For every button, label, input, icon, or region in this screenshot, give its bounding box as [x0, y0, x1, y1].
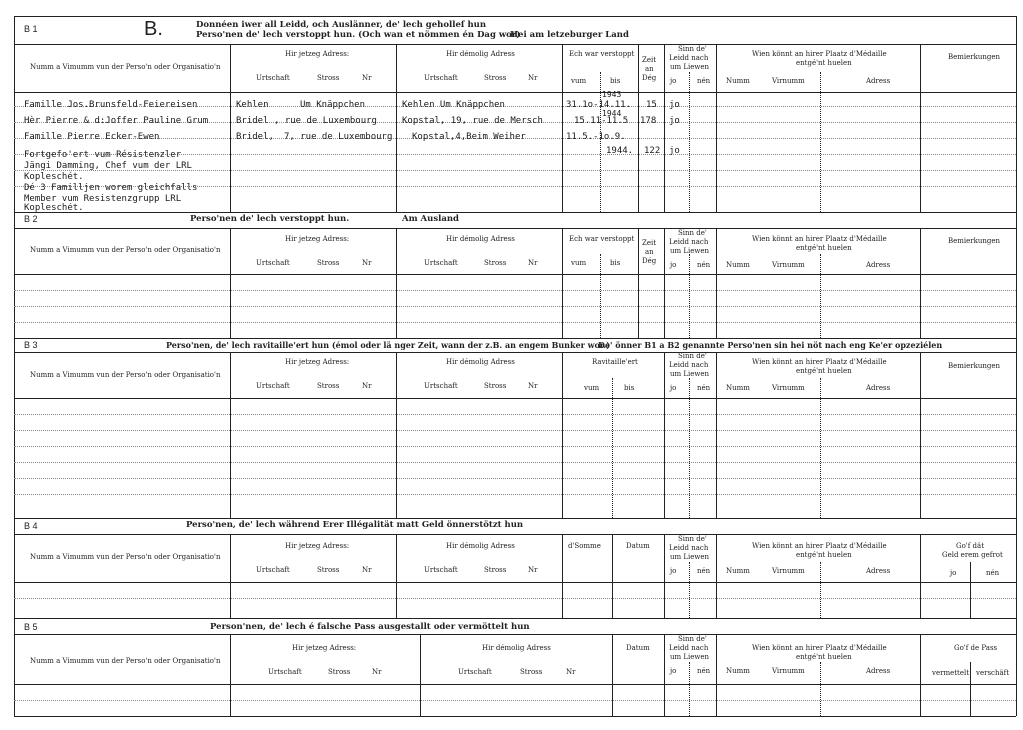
note-line: Fortgefo'ert vum Résistenzler: [24, 150, 182, 160]
b5-vline-dotted: [820, 662, 821, 716]
b4-vline: [562, 534, 563, 618]
stross-label: Stross: [317, 382, 340, 390]
b3-bottom: [14, 518, 1016, 519]
b2-top-line: [14, 228, 1016, 229]
name-col-label: Numm a Vimumm vun der Perso'n oder Organisatio'n: [30, 371, 221, 379]
dotted-row: [14, 322, 1016, 323]
b4-vline-dotted: [820, 562, 821, 618]
remarks-label: Bemierkungen: [948, 237, 1001, 245]
dotted-row: [14, 306, 1016, 307]
ortschaft-label: Urtschaft: [256, 259, 290, 267]
datum-label: Datum: [626, 644, 650, 652]
b5-vline: [970, 662, 971, 716]
b3-top-line: [14, 352, 1016, 353]
b4-vline: [230, 534, 231, 618]
jo-label: jo: [670, 667, 677, 675]
ravitaille-label: Ravitaille'ert: [592, 358, 638, 366]
hidden-label: Ech war verstoppt: [569, 235, 635, 243]
nr-label: Nr: [362, 74, 372, 82]
b2-bottom: [14, 338, 1016, 339]
header-line-2: Perso'nen de' lech verstoppt hun. (Och wan et nömmen én Dag wor): [196, 30, 521, 40]
entry-cur-place: Kehlen: [236, 100, 269, 110]
alive-label-1: Sinn de': [678, 45, 707, 53]
medal-label-1: Wien könnt an hirer Plaatz d'Médaille: [752, 542, 887, 550]
name-col-label: Numm a Vimumm vun der Perso'n oder Organisatio'n: [30, 63, 221, 71]
vimumm-label: Virnumm: [772, 567, 805, 575]
jo-label: jo: [670, 261, 677, 269]
alive-label-3: um Liewen: [670, 247, 710, 255]
stross-label: Stross: [317, 259, 340, 267]
remarks-label: Bemierkungen: [948, 362, 1001, 370]
b4-vline: [612, 534, 613, 618]
b5-bottom: [14, 716, 1016, 717]
b3-vline-dotted: [820, 378, 821, 518]
adress-label: Adress: [866, 667, 891, 675]
note-line: Kopleschét.: [24, 203, 84, 212]
dotted-row: [14, 478, 1016, 479]
section-code-b2: B 2: [24, 214, 38, 224]
b2-header-bottom: [14, 274, 1016, 275]
b2-vline-dotted: [820, 254, 821, 338]
top-border: [14, 16, 1016, 17]
section-code-b1: B 1: [24, 24, 38, 34]
b2-title-2: Am Ausland: [402, 214, 459, 224]
section-letter: B.: [144, 18, 163, 40]
an-label: an: [645, 248, 654, 256]
b4-bottom: [14, 618, 1016, 619]
b2-title: Perso'nen de' lech verstoppt hun.: [190, 214, 350, 224]
medal-label-2: entgé'nt huelen: [796, 367, 852, 375]
stross-label: Stross: [328, 668, 351, 676]
entry-cur-street: Um Knäppchen: [300, 100, 366, 110]
bis-label: bis: [624, 384, 635, 392]
alive-label-1: Sinn de': [678, 352, 707, 360]
numm-label: Numm: [726, 261, 750, 269]
vum-label: vum: [571, 77, 587, 85]
medal-label-1: Wien könnt an hirer Plaatz d'Médaille: [752, 235, 887, 243]
stross-label: Stross: [317, 566, 340, 574]
prev-addr-label: Hir démolig Adress: [446, 235, 515, 243]
b5-vline: [420, 634, 421, 716]
b1-header-bottom: [14, 92, 1016, 93]
medal-label-2: entgé'nt huelen: [796, 244, 852, 252]
geld-label-1: Go'f dät: [956, 542, 985, 550]
b5-title: Person'nen, de' lech é falsche Pass ausgestallt oder vermöttelt hun: [210, 622, 530, 632]
stross-label: Stross: [484, 382, 507, 390]
entry-prev: Kopstal,4,Beim Weiher: [412, 132, 526, 142]
entry-dates: 31.1o-14.11.: [566, 100, 632, 110]
cur-addr-label: Hir jetzeg Adress:: [285, 50, 350, 58]
nr-label: Nr: [362, 259, 372, 267]
b4-vline-dotted: [689, 562, 690, 618]
vimumm-label: Virnumm: [772, 77, 805, 85]
section-code-b5: B 5: [24, 622, 38, 632]
adress-label: Adress: [866, 77, 891, 85]
adress-label: Adress: [866, 261, 891, 269]
remarks-label: Bemierkungen: [948, 53, 1001, 61]
adress-label: Adress: [866, 384, 891, 392]
nen-label: nén: [986, 569, 1000, 577]
stross-label: Stross: [484, 74, 507, 82]
year-note: 1944: [602, 109, 622, 118]
b5-header-bottom: [14, 684, 1016, 685]
b5-vline: [716, 634, 717, 716]
stross-label: Stross: [520, 668, 543, 676]
entry-name: Famille Jos.Brunsfeld-Feiereisen: [24, 100, 198, 110]
note-line: Kopleschét.: [24, 172, 84, 182]
nr-label: Nr: [528, 382, 538, 390]
prev-addr-label: Hir démolig Adress: [446, 358, 515, 366]
ortschaft-label: Urtschaft: [256, 74, 290, 82]
entry-name: Famille Pierre Ecker-Ewen: [24, 132, 160, 142]
geld-label-2: Geld erem gefrot: [942, 551, 1003, 559]
b5-vline: [664, 634, 665, 716]
nr-label: Nr: [528, 259, 538, 267]
b4-vline: [396, 534, 397, 618]
b4-top-line: [14, 534, 1016, 535]
jo-label: jo: [670, 77, 677, 85]
stross-label: Stross: [484, 259, 507, 267]
dotted-row: [14, 598, 1016, 599]
entry-cur-street: 7, rue de Luxembourg: [284, 132, 393, 142]
alive-label-2: Leidd nach: [669, 644, 709, 652]
numm-label: Numm: [726, 77, 750, 85]
nr-label: Nr: [566, 668, 576, 676]
deg-label: Dég: [642, 74, 657, 82]
nr-label: Nr: [372, 668, 382, 676]
b4-vline: [920, 534, 921, 618]
vum-label: vum: [571, 259, 587, 267]
b1-vline-dotted: [689, 72, 690, 212]
b1-bottom: [14, 212, 1016, 213]
nr-label: Nr: [362, 382, 372, 390]
alive-label-3: um Liewen: [670, 553, 710, 561]
b3-title-2: De' önner B1 a B2 genannte Perso'nen sin hei nöt nach eng Ke'er opzeziélen: [598, 340, 943, 350]
b1-vline-dotted: [820, 72, 821, 212]
ortschaft-label: Urtschaft: [424, 566, 458, 574]
adress-label: Adress: [866, 567, 891, 575]
alive-label-3: um Liewen: [670, 370, 710, 378]
name-col-label: Numm a Vimumm vun der Perso'n oder Organisatio'n: [30, 246, 221, 254]
b4-vline: [970, 562, 971, 618]
name-col-label: Numm a Vimumm vun der Perso'n oder Organisatio'n: [30, 657, 221, 665]
left-border: [14, 16, 15, 716]
medal-label-2: entgé'nt huelen: [796, 59, 852, 67]
prev-addr-label: Hir démolig Adress: [446, 542, 515, 550]
entry-alive: jo: [669, 146, 680, 156]
right-border: [1016, 16, 1017, 716]
cur-addr-label: Hir jetzeg Adress:: [285, 542, 350, 550]
entry-days: 122: [644, 146, 661, 156]
ortschaft-label: Urtschaft: [268, 668, 302, 676]
b5-top-line: [14, 634, 1016, 635]
entry-cur-place: Bridel: [236, 116, 269, 126]
entry-alive: jo: [669, 116, 680, 126]
b2-vline-dotted: [689, 254, 690, 338]
jo-label: jo: [950, 569, 957, 577]
b3-title: Perso'nen, de' lech ravitaille'ert hun (émol oder lä nger Zeit, wann der z.B. an engem Bunker wor.): [166, 340, 610, 350]
nen-label: nén: [697, 667, 711, 675]
alive-label-1: Sinn de': [678, 229, 707, 237]
datum-label: Datum: [626, 542, 650, 550]
medal-label-1: Wien könnt an hirer Plaatz d'Médaille: [752, 358, 887, 366]
vum-label: vum: [584, 384, 600, 392]
bis-label: bis: [610, 259, 621, 267]
dotted-row: [14, 700, 1016, 701]
year-note: 1944.: [606, 146, 634, 156]
nen-label: nén: [697, 77, 711, 85]
dotted-row: [14, 290, 1016, 291]
b5-vline: [920, 634, 921, 716]
header-line-2b: Hei am letzeburger Land: [510, 30, 629, 40]
dotted-row: [14, 494, 1016, 495]
ortschaft-label: Urtschaft: [458, 668, 492, 676]
medal-label-1: Wien könnt an hirer Plaatz d'Médaille: [752, 644, 887, 652]
bis-label: bis: [610, 77, 621, 85]
alive-label-1: Sinn de': [678, 535, 707, 543]
entry-dates: 15.11-11.5: [574, 116, 629, 126]
ortschaft-label: Urtschaft: [424, 74, 458, 82]
entry-days: 15: [646, 100, 657, 110]
nen-label: nén: [697, 384, 711, 392]
verschaft-label: verschäft: [976, 669, 1010, 677]
header-line-1: Donnéen iwer all Leidd, och Auslänner, de' lech geholleſ hun: [196, 20, 487, 30]
numm-label: Numm: [726, 667, 750, 675]
an-label: an: [645, 65, 654, 73]
entry-name: Hèr Pierre & d:Joffer Pauline Grum: [24, 116, 209, 126]
entry-cur-street: , rue de Luxembourg: [274, 116, 377, 126]
vimumm-label: Virnumm: [772, 384, 805, 392]
dotted-row: [14, 462, 1016, 463]
b4-title: Perso'nen, de' lech während Erer Illégalität matt Geld önnerstötzt hun: [186, 520, 524, 530]
alive-label-3: um Liewen: [670, 653, 710, 661]
note-line: Member vum Resistenzgrupp LRL: [24, 194, 182, 204]
alive-label-2: Leidd nach: [669, 544, 709, 552]
stross-label: Stross: [484, 566, 507, 574]
stross-label: Stross: [317, 74, 340, 82]
b1-top-line: [14, 44, 1016, 45]
zeit-label: Zeit: [642, 239, 657, 247]
vermettelt-label: vermettelt: [932, 669, 970, 677]
numm-label: Numm: [726, 384, 750, 392]
jo-label: jo: [670, 384, 677, 392]
nr-label: Nr: [528, 74, 538, 82]
entry-dates: 11.5.-1o.9.: [566, 132, 626, 142]
year-note: 1943: [602, 90, 622, 99]
alive-label-2: Leidd nach: [669, 238, 709, 246]
nr-label: Nr: [362, 566, 372, 574]
ortschaft-label: Urtschaft: [256, 382, 290, 390]
note-line: Dé 3 Familljen worem gleichfalls: [24, 183, 198, 193]
prev-addr-label: Hir démolig Adress: [446, 50, 515, 58]
note-line: Jängi Damming, Chef vum der LRL: [24, 161, 192, 171]
zeit-label: Zeit: [642, 56, 657, 64]
entry-prev: Kehlen Um Knäppchen: [402, 100, 505, 110]
section-code-b4: B 4: [24, 521, 38, 531]
ortschaft-label: Urtschaft: [424, 382, 458, 390]
alive-label-1: Sinn de': [678, 635, 707, 643]
b4-vline: [716, 534, 717, 618]
ortschaft-label: Urtschaft: [424, 259, 458, 267]
b3-vline-dotted: [689, 378, 690, 518]
alive-label-3: um Liewen: [670, 63, 710, 71]
name-col-label: Numm a Vimumm vun der Perso'n oder Organisatio'n: [30, 553, 221, 561]
nen-label: nén: [697, 261, 711, 269]
dotted-row: [14, 446, 1016, 447]
b3-vline-dotted: [612, 378, 613, 518]
entry-prev: Kopstal, 19, rue de Mersch: [402, 116, 543, 126]
nen-label: nén: [697, 567, 711, 575]
b5-vline: [612, 634, 613, 716]
deg-label: Dég: [642, 257, 657, 265]
cur-addr-label: Hir jetzeg Adress:: [285, 358, 350, 366]
cur-addr-label: Hir jetzeg Adress:: [285, 235, 350, 243]
medal-label-1: Wien könnt an hirer Plaatz d'Médaille: [752, 50, 887, 58]
medal-label-2: entgé'nt huelen: [796, 653, 852, 661]
entry-cur-place: Bridel,: [236, 132, 274, 142]
somme-label: d'Somme: [568, 542, 601, 550]
section-code-b3: B 3: [24, 340, 38, 350]
b5-vline-dotted: [689, 662, 690, 716]
entry-days: 178: [640, 116, 657, 126]
pass-label: Go'f de Pass: [954, 644, 998, 652]
b4-vline: [664, 534, 665, 618]
vimumm-label: Virnumm: [772, 261, 805, 269]
jo-label: jo: [670, 567, 677, 575]
numm-label: Numm: [726, 567, 750, 575]
alive-label-2: Leidd nach: [669, 361, 709, 369]
b5-vline: [230, 634, 231, 716]
cur-addr-label: Hir jetzeg Adress:: [292, 644, 357, 652]
hidden-label: Ech war verstoppt: [569, 50, 635, 58]
vimumm-label: Virnumm: [772, 667, 805, 675]
medal-label-2: entgé'nt huelen: [796, 551, 852, 559]
nr-label: Nr: [528, 566, 538, 574]
entry-alive: jo: [669, 100, 680, 110]
b4-header-bottom: [14, 582, 1016, 583]
prev-addr-label: Hir démolig Adress: [482, 644, 551, 652]
alive-label-2: Leidd nach: [669, 54, 709, 62]
dotted-row: [14, 414, 1016, 415]
ortschaft-label: Urtschaft: [256, 566, 290, 574]
b3-header-bottom: [14, 398, 1016, 399]
dotted-row: [14, 430, 1016, 431]
b2-vline-dotted: [600, 254, 601, 338]
